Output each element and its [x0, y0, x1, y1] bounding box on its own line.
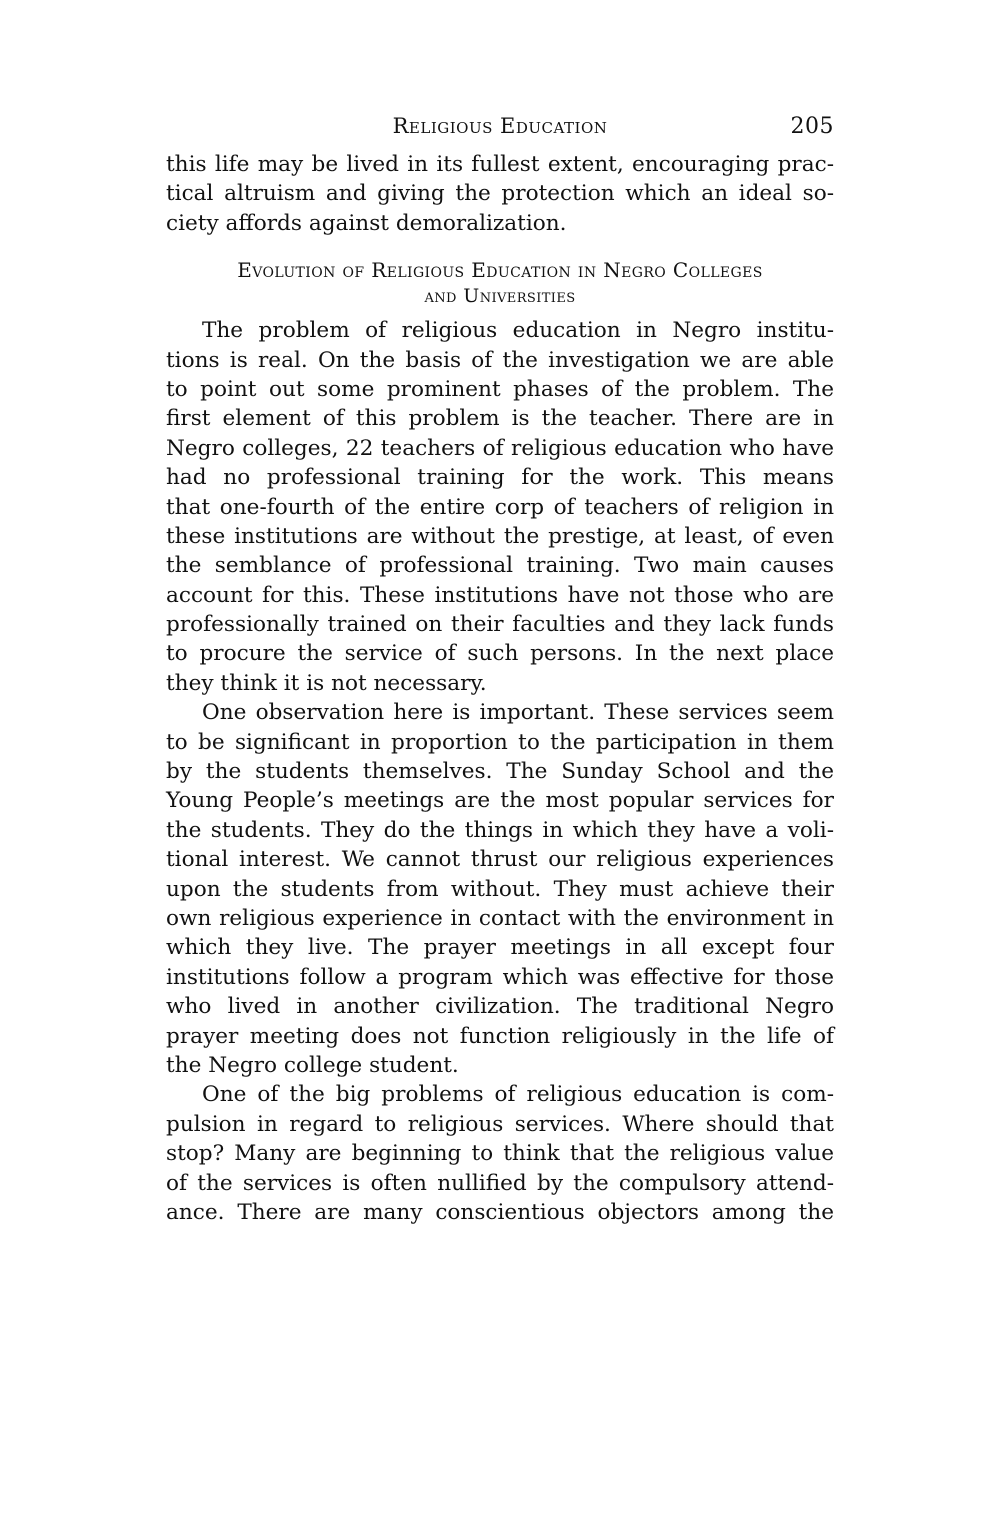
text-line: stop? Many are beginning to think that the religious value [166, 1141, 834, 1167]
text-line: this life may be lived in its fullest extent, encouraging prac- [166, 152, 834, 177]
text-line: Young People’s meetings are the most popular services for [166, 788, 834, 814]
text-line: One of the big problems of religious education is com- [202, 1082, 834, 1108]
section-heading [166, 256, 834, 308]
text-line: One observation here is important. These services seem [202, 700, 834, 726]
paragraph-services [166, 698, 834, 1080]
text-line: own religious experience in contact with the environment in [166, 905, 834, 931]
text-line: tical altruism and giving the protection which an ideal so- [166, 181, 834, 207]
text-line: to point out some prominent phases of the problem. The [166, 376, 834, 402]
text-line: the semblance of professional training. Two main causes [166, 553, 834, 579]
text-line: to be significant in proportion to the participation in them [166, 729, 834, 755]
text-line: the Negro college student. [166, 1052, 459, 1078]
text-line: had no professional training for the work. This means [166, 465, 834, 491]
text-line: that one-fourth of the entire corp of teachers of religion in [166, 494, 834, 520]
text-line: by the students themselves. The Sunday School and the [166, 759, 834, 785]
text-line: who lived in another civilization. The traditional Negro [166, 994, 834, 1020]
text-line: ance. There are many conscientious objectors among the [166, 1199, 834, 1225]
section-heading-line: Evolution of Religious Education in Negro Colleges [237, 258, 763, 283]
running-head [166, 114, 834, 150]
text-line: pulsion in regard to religious services. Where should that [166, 1111, 834, 1137]
paragraph-compulsion [166, 1080, 834, 1227]
text-line: account for this. These institutions have not those who are [166, 582, 834, 608]
paragraph-teachers [166, 316, 834, 698]
text-line: to procure the service of such persons. In the next place [166, 641, 834, 667]
text-line: tions is real. On the basis of the investigation we are able [166, 347, 834, 373]
text-line: they think it is not necessary. [166, 670, 487, 696]
running-title: Religious Education [392, 114, 608, 138]
text-line: of the services is often nullified by the compulsory attend- [166, 1170, 834, 1196]
text-line: Negro colleges, 22 teachers of religious education who have [166, 435, 834, 461]
text-line: which they live. The prayer meetings in all except four [166, 935, 834, 961]
text-line: institutions follow a program which was effective for those [166, 964, 834, 990]
book-page [166, 114, 834, 1227]
section-heading-line: and Universities [424, 285, 576, 308]
intro-paragraph [166, 150, 834, 238]
text-line: The problem of religious education in Negro institu- [202, 318, 834, 344]
text-line: these institutions are without the prestige, at least, of even [166, 523, 834, 549]
text-line: first element of this problem is the teacher. There are in [166, 406, 834, 432]
text-line: the students. They do the things in which they have a voli- [166, 817, 834, 843]
text-line: professionally trained on their faculties and they lack funds [166, 612, 834, 638]
text-line: tional interest. We cannot thrust our religious experiences [166, 847, 834, 873]
text-line: prayer meeting does not function religiously in the life of [166, 1023, 834, 1049]
text-line: upon the students from without. They must achieve their [166, 876, 834, 902]
page-number: 205 [790, 114, 834, 139]
text-line: ciety affords against demoralization. [166, 210, 567, 236]
